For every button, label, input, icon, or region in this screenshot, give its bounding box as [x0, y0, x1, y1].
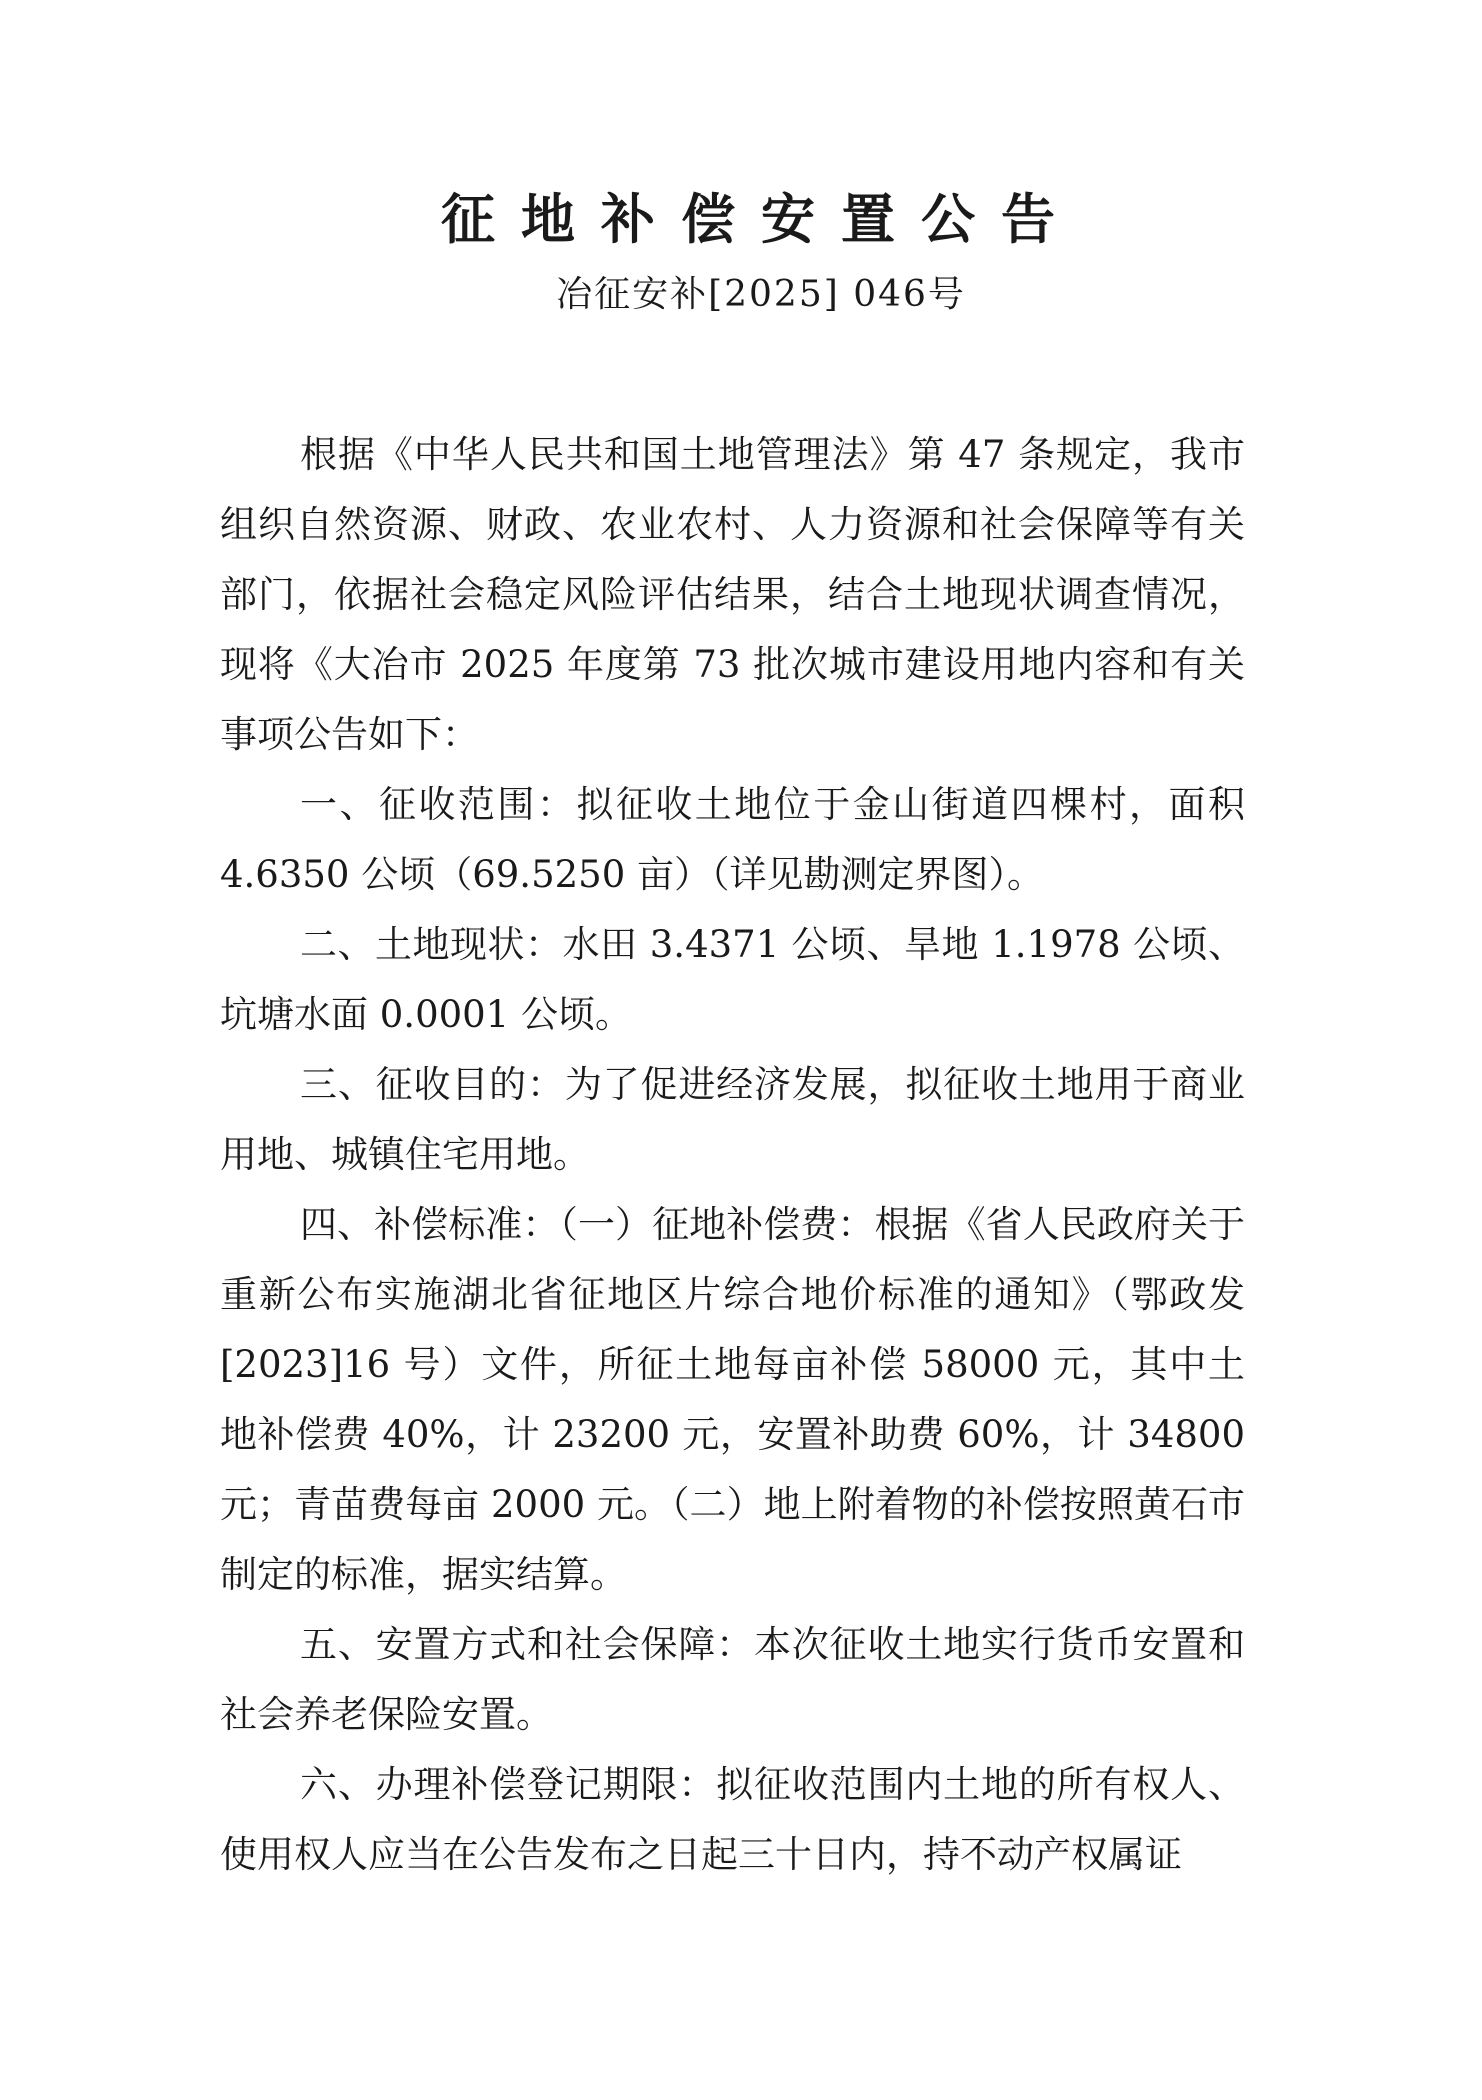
- section-3-purpose: 三、征收目的：为了促进经济发展，拟征收土地用于商业用地、城镇住宅用地。: [220, 1063, 1245, 1176]
- section-4-compensation-standard: 四、补偿标准：（一）征地补偿费：根据《省人民政府关于重新公布实施湖北省征地区片综合地价标准的通知》（鄂政发[2023]16 号）文件，所征土地每亩补偿 58000 元，其中土地补偿费 40%，计 23200 元，安置补助费 60%，计 34800 元；青苗费每亩 2000 元。（二）地上附着物的补偿按照黄石市制定的标准，据实结算。: [220, 1203, 1245, 1596]
- document-number: 冶征安补[2025] 046号: [556, 274, 966, 315]
- notice-body: [220, 420, 1245, 1890]
- section-1-scope: 一、征收范围：拟征收土地位于金山街道四棵村，面积 4.6350 公顷（69.5250 亩）（详见勘测定界图）。: [220, 783, 1245, 896]
- intro-paragraph: 根据《中华人民共和国土地管理法》第 47 条规定，我市组织自然资源、财政、农业农村、人力资源和社会保障等有关部门，依据社会稳定风险评估结果，结合土地现状调查情况，现将《大冶市 2025 年度第 73 批次城市建设用地内容和有关事项公告如下：: [220, 433, 1245, 756]
- section-5-resettlement: 五、安置方式和社会保障：本次征收土地实行货币安置和社会养老保险安置。: [220, 1623, 1245, 1736]
- section-6-registration-deadline: 六、办理补偿登记期限：拟征收范围内土地的所有权人、使用权人应当在公告发布之日起三十日内，持不动产权属证: [220, 1763, 1245, 1876]
- section-2-land-status: 二、土地现状：水田 3.4371 公顷、旱地 1.1978 公顷、坑塘水面 0.0001 公顷。: [220, 923, 1245, 1036]
- notice-title: 征地补偿安置公告: [441, 188, 1081, 251]
